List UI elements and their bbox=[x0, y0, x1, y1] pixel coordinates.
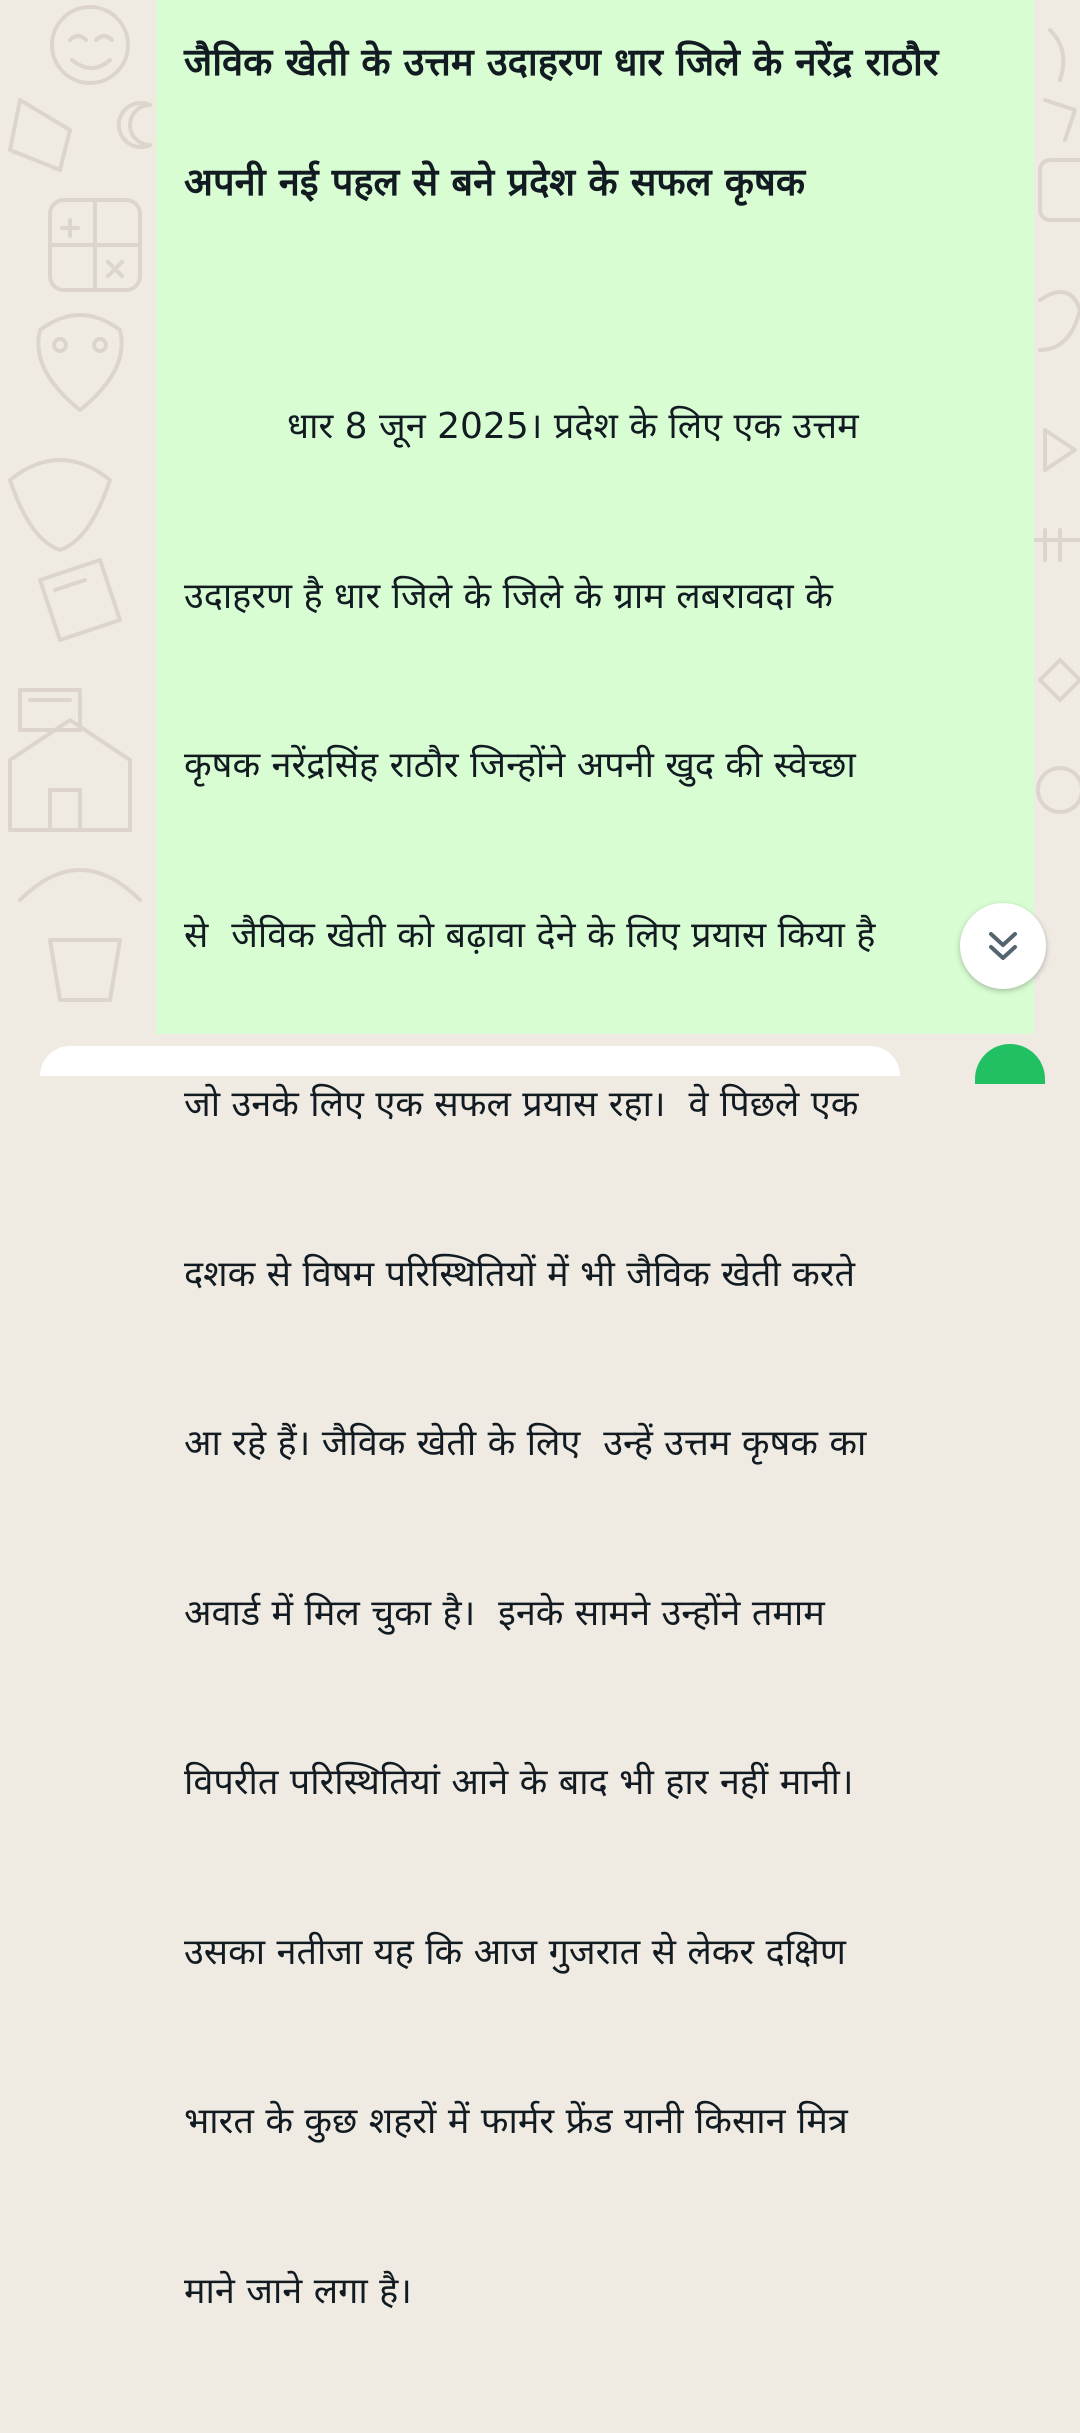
message-body-line: कृषक नरेंद्रसिंह राठौर जिन्होंने अपनी खुद की स्वेच्छा bbox=[184, 745, 856, 786]
message-body bbox=[184, 286, 1006, 2433]
message-input-bar[interactable] bbox=[40, 1046, 900, 1076]
message-body-line: उदाहरण है धार जिले के जिले के ग्राम लबरावदा के bbox=[184, 575, 833, 617]
message-body-line: दशक से विषम परिस्थितियों में भी जैविक खेती करते bbox=[184, 1253, 856, 1295]
message-body-line: आ रहे हैं। जैविक खेती के लिए उन्हें उत्तम कृषक का bbox=[184, 1423, 867, 1464]
message-subheadline: अपनी नई पहल से बने प्रदेश के सफल कृषक bbox=[184, 160, 806, 204]
message-bubble bbox=[156, 0, 1034, 2312]
message-body-line: उसका नतीजा यह कि आज गुजरात से लेकर दक्षिण bbox=[184, 1931, 846, 1973]
message-body-line: जो उनके लिए एक सफल प्रयास रहा। वे पिछले एक bbox=[184, 1084, 859, 1125]
message-body-line: धार 8 जून 2025। प्रदेश के लिए एक उत्तम bbox=[184, 406, 859, 447]
message-body-line: से जैविक खेती को बढ़ावा देने के लिए प्रयास किया है bbox=[184, 914, 876, 956]
double-chevron-down-icon bbox=[983, 926, 1023, 966]
scroll-to-bottom-button[interactable] bbox=[960, 903, 1046, 989]
message-headline: जैविक खेती के उत्तम उदाहरण धार जिले के नरेंद्र राठौर bbox=[184, 40, 939, 84]
message-body-line: अवार्ड में मिल चुका है। इनके सामने उन्होंने तमाम bbox=[184, 1592, 825, 1634]
message-body-line: भारत के कुछ शहरों में फार्मर फ्रेंड यानी किसान मित्र bbox=[184, 2101, 848, 2142]
message-body-line: माने जाने लगा है। bbox=[184, 2270, 412, 2312]
message-body-line: विपरीत परिस्थितियां आने के बाद भी हार नहीं मानी। bbox=[184, 1762, 854, 1803]
